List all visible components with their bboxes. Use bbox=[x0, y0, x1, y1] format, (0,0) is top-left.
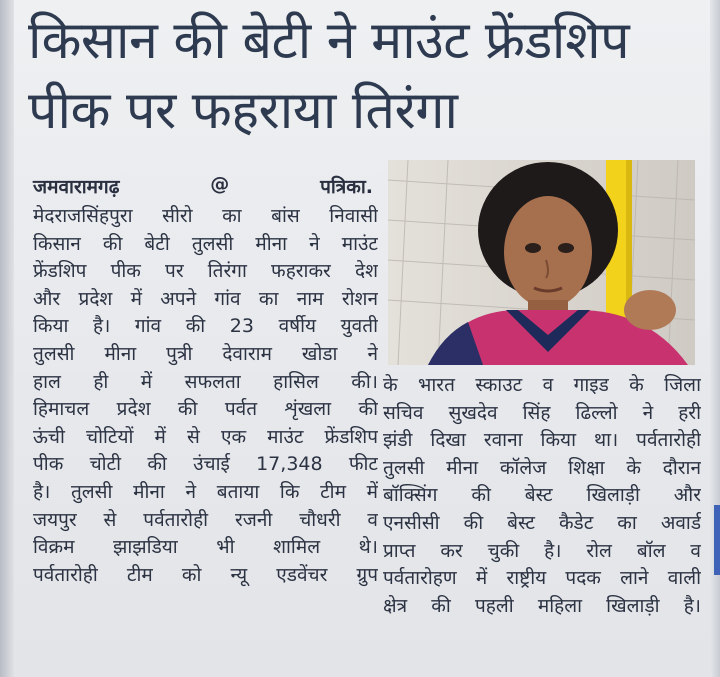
page-edge-right bbox=[710, 0, 720, 677]
edge-blue-mark bbox=[714, 505, 720, 575]
article-left-column bbox=[33, 203, 378, 589]
article-line: सचिव सुखदेव सिंह ढिल्लो ने हरी bbox=[383, 401, 701, 424]
article-line: के भारत स्काउट व गाइड के जिला bbox=[383, 374, 701, 396]
article-line: है। तुलसी मीना ने बताया कि टीम में bbox=[33, 480, 378, 503]
article-line: क्षेत्र की पहली महिला खिलाड़ी है। bbox=[383, 594, 701, 617]
article-line: प्राप्त कर चुकी है। रोल बॉल व bbox=[383, 539, 701, 562]
article-line: पर्वतारोहण में राष्ट्रीय पदक लाने वाली bbox=[383, 567, 701, 590]
byline bbox=[33, 173, 373, 199]
headline-line-2: पीक पर फहराया तिरंगा bbox=[28, 81, 458, 141]
article-line: जयपुर से पर्वतारोही रजनी चौधरी व bbox=[33, 508, 378, 531]
article-line: हिमाचल प्रदेश की पर्वत शृंखला की bbox=[33, 398, 378, 421]
page-edge-left bbox=[0, 0, 14, 677]
article-line: हाल ही में सफलता हासिल की। bbox=[33, 370, 378, 393]
article-line: पर्वतारोही टीम को न्यू एडवेंचर ग्रुप bbox=[33, 563, 378, 586]
article-line: झंडी दिखा रवाना किया था। पर्वतारोही bbox=[383, 429, 701, 452]
article-line: विक्रम झाझडिया भी शामिल थे। bbox=[33, 536, 378, 559]
byline-place: जमवारामगढ़ bbox=[33, 176, 120, 198]
headline-line-1: किसान की बेटी ने माउंट फ्रेंडशिप bbox=[28, 11, 630, 71]
article-line: किसान की बेटी तुलसी मीना ने माउंट bbox=[33, 232, 378, 255]
article-line: एनसीसी की बेस्ट कैडेट का अवार्ड bbox=[383, 511, 701, 534]
headline bbox=[28, 6, 698, 146]
article-line: पीक चोटी की उंचाई 17,348 फीट bbox=[33, 453, 378, 476]
byline-at: @ bbox=[210, 173, 230, 195]
article-line: मेदराजसिंहपुरा सीरो का बांस निवासी bbox=[33, 205, 378, 227]
article-line: ऊंची चोटियों में से एक माउंट फ्रेंडशिप bbox=[33, 425, 378, 448]
byline-paper: पत्रिका. bbox=[320, 176, 373, 198]
article-line: किया है। गांव की 23 वर्षीय युवती bbox=[33, 315, 378, 338]
news-photo bbox=[388, 160, 695, 365]
article-line: बॉक्सिंग की बेस्ट खिलाड़ी और bbox=[383, 484, 701, 507]
article-line: तुलसी मीना पुत्री देवाराम खोडा ने bbox=[33, 342, 378, 365]
article-line: तुलसी मीना कॉलेज शिक्षा के दौरान bbox=[383, 456, 701, 479]
article-line: फ्रेंडशिप पीक पर तिरंगा फहराकर देश bbox=[33, 260, 378, 283]
article-line: और प्रदेश में अपने गांव का नाम रोशन bbox=[33, 287, 378, 310]
woman-portrait-image bbox=[388, 160, 695, 365]
article-right-column bbox=[383, 372, 701, 620]
